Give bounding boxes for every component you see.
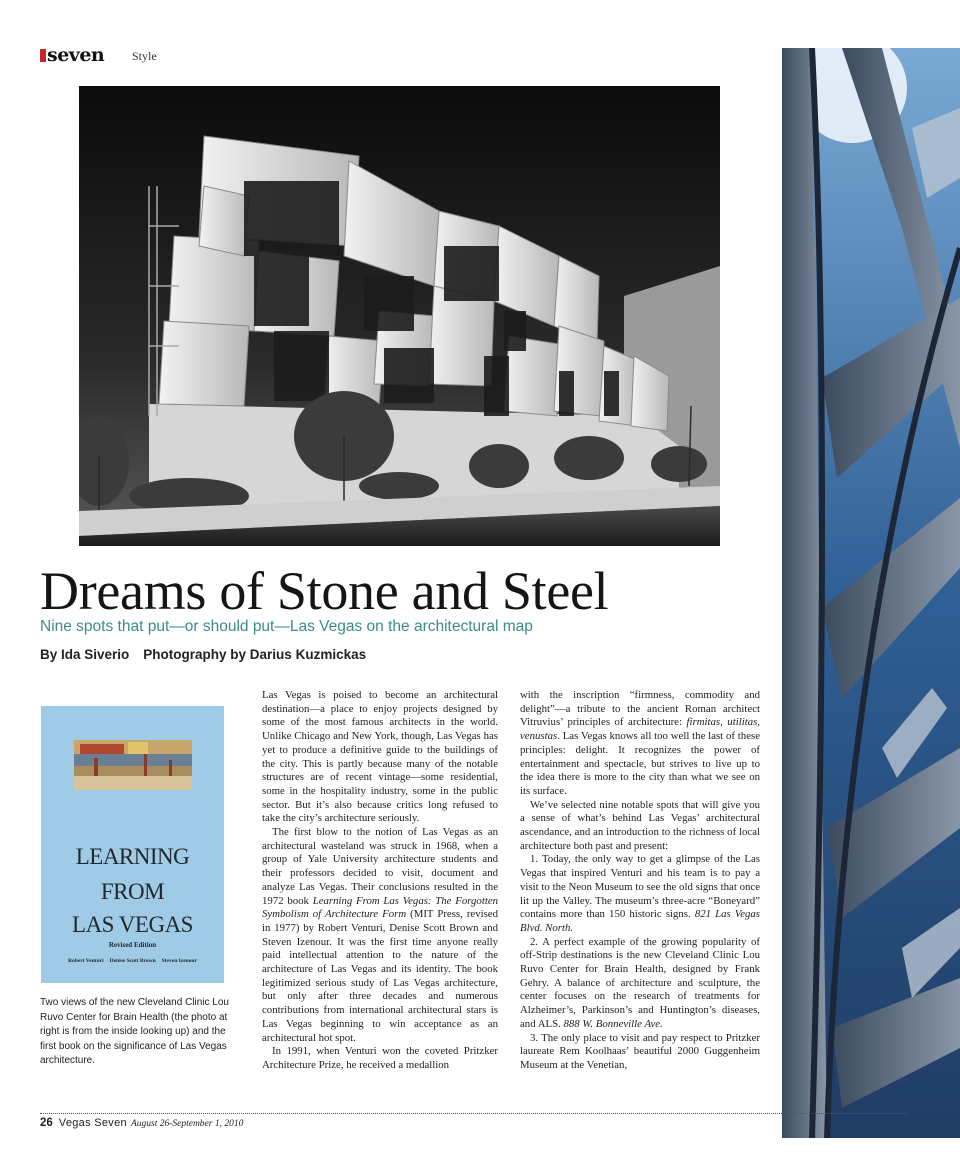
vegas-seven-logo xyxy=(40,44,104,66)
author-credit: By Ida Siverio xyxy=(40,647,130,662)
logo-text: seven xyxy=(47,44,105,66)
headline: Dreams of Stone and Steel xyxy=(40,561,609,621)
book-author: Denise Scott Brown xyxy=(109,958,156,964)
book-title-line1: LEARNING xyxy=(75,844,190,869)
body-paragraph: 3. The only place to visit and pay respect to Pritzker laureate Rem Koolhaas’ beautiful 2000 Guggenheim Museum at the Venetian, xyxy=(520,1031,760,1071)
body-paragraph: Las Vegas is poised to become an architectural destination—a place to enjoy projects designed by some of the most famous architects in the world. Unlike Chicago and New York, though, Las Vegas has yet to produce a definitive guide to the buildings of the city. This is partly because many of the notable structures are of recent vintage—some residential, some in the hospitality industry, some in the public sector. But it’s also because critics long refused to take the city’s architecture seriously. xyxy=(262,689,498,825)
book-cover-illustration xyxy=(74,740,192,790)
book-author: Robert Venturi xyxy=(68,958,104,964)
body-column-2 xyxy=(520,689,760,1073)
photo-credit: Photography by Darius Kuzmickas xyxy=(143,647,367,662)
body-text: 1. Today, the only way to get a glimpse of the Las Vegas that inspired Venturi and his team is to pay a visit to the Neon Museum to see the old signs that once lit up the Valley. The museum’s three-acre “Boneyard” contains more than 150 historic signs. xyxy=(520,853,760,921)
subhead: Nine spots that put—or should put—Las Vegas on the architectural map xyxy=(40,618,533,635)
publication-name: Vegas Seven xyxy=(58,1117,127,1129)
address: 821 Las Vegas Blvd. North. xyxy=(520,908,760,934)
book-title-line2: FROM xyxy=(100,879,165,904)
book-edition: Revised Edition xyxy=(108,941,157,949)
book-authors xyxy=(41,958,224,964)
issue-date: August 26-September 1, 2010 xyxy=(130,1119,244,1129)
latin-phrase: firmitas, utilitas, venustas xyxy=(520,716,761,743)
body-paragraph xyxy=(520,689,760,799)
logo-red-bar xyxy=(40,49,46,62)
body-paragraph: In 1991, when Venturi won the coveted Pritzker Architecture Prize, he received a medallion xyxy=(262,1045,498,1071)
body-paragraph: We’ve selected nine notable spots that will give you a sense of what’s behind Las Vegas’ architectural ascendance, and an introduction to the richness of local architecture both past and present: xyxy=(520,798,760,852)
section-label: Style xyxy=(132,49,157,63)
address: 888 W. Bonneville Ave. xyxy=(563,1017,663,1030)
book-title-line3: LAS VEGAS xyxy=(72,912,193,937)
page-number: 26 xyxy=(40,1117,53,1129)
body-text: 2. A perfect example of the growing popularity of off-Strip destinations is the new Cleveland Clinic Lou Ruvo Center for Brain Health, designed by Frank Gehry. A balance of architecture and sculpture, the center focuses on the research of treatments for Alzheimer’s, Parkinson’s and Huntington’s diseases, and ALS. xyxy=(520,935,760,1030)
interior-photo xyxy=(782,48,960,1138)
body-text: (MIT Press, revised in 1977) by Robert Venturi, Denise Scott Brown and Steven Izenour. It was the first time anyone really paid intellectual attention to the nature of the architecture of Las Vegas and its identity. The book legitimized serious study of Las Vegas architecture, but only after three decades and numerous contributions from international architectural stars is Las Vegas beginning to win acceptance as an architectural hot spot. xyxy=(262,908,498,1044)
body-paragraph xyxy=(520,853,760,935)
body-text: with the inscription “firmness, commodity and delight”—a tribute to the ancient Roman architect Vitruvius’ principles of architecture: xyxy=(520,689,760,729)
body-paragraph xyxy=(262,826,498,1045)
building-photo xyxy=(79,86,720,546)
body-text: The first blow to the notion of Las Vegas as an architectural wasteland was struck in 1968, when a group of Yale University architecture students and their professors decided to visit, document and analyze Las Vegas. Their conclusions resulted in the 1972 book xyxy=(262,826,498,907)
photo-caption: Two views of the new Cleveland Clinic Lou Ruvo Center for Brain Health (the photo at right is from the inside looking up) and the first book on the significance of Las Vegas architecture. xyxy=(40,997,229,1066)
body-column-1 xyxy=(262,689,498,1073)
body-paragraph xyxy=(520,936,760,1032)
body-text: . Las Vegas knows all too well the last of these principles: delight. It recognizes the power of entertainment and spectacle, but strives to live up to the idea there is more to the city than what we see on its surface. xyxy=(520,730,760,797)
book-author: Steven Izenour xyxy=(161,958,197,964)
byline xyxy=(40,647,366,662)
book-title-italic: Learning From Las Vegas: The Forgotten Symbolism of Architecture Form xyxy=(262,894,499,921)
page-footer xyxy=(40,1117,243,1129)
footer-divider xyxy=(40,1113,908,1114)
book-cover xyxy=(41,706,224,983)
